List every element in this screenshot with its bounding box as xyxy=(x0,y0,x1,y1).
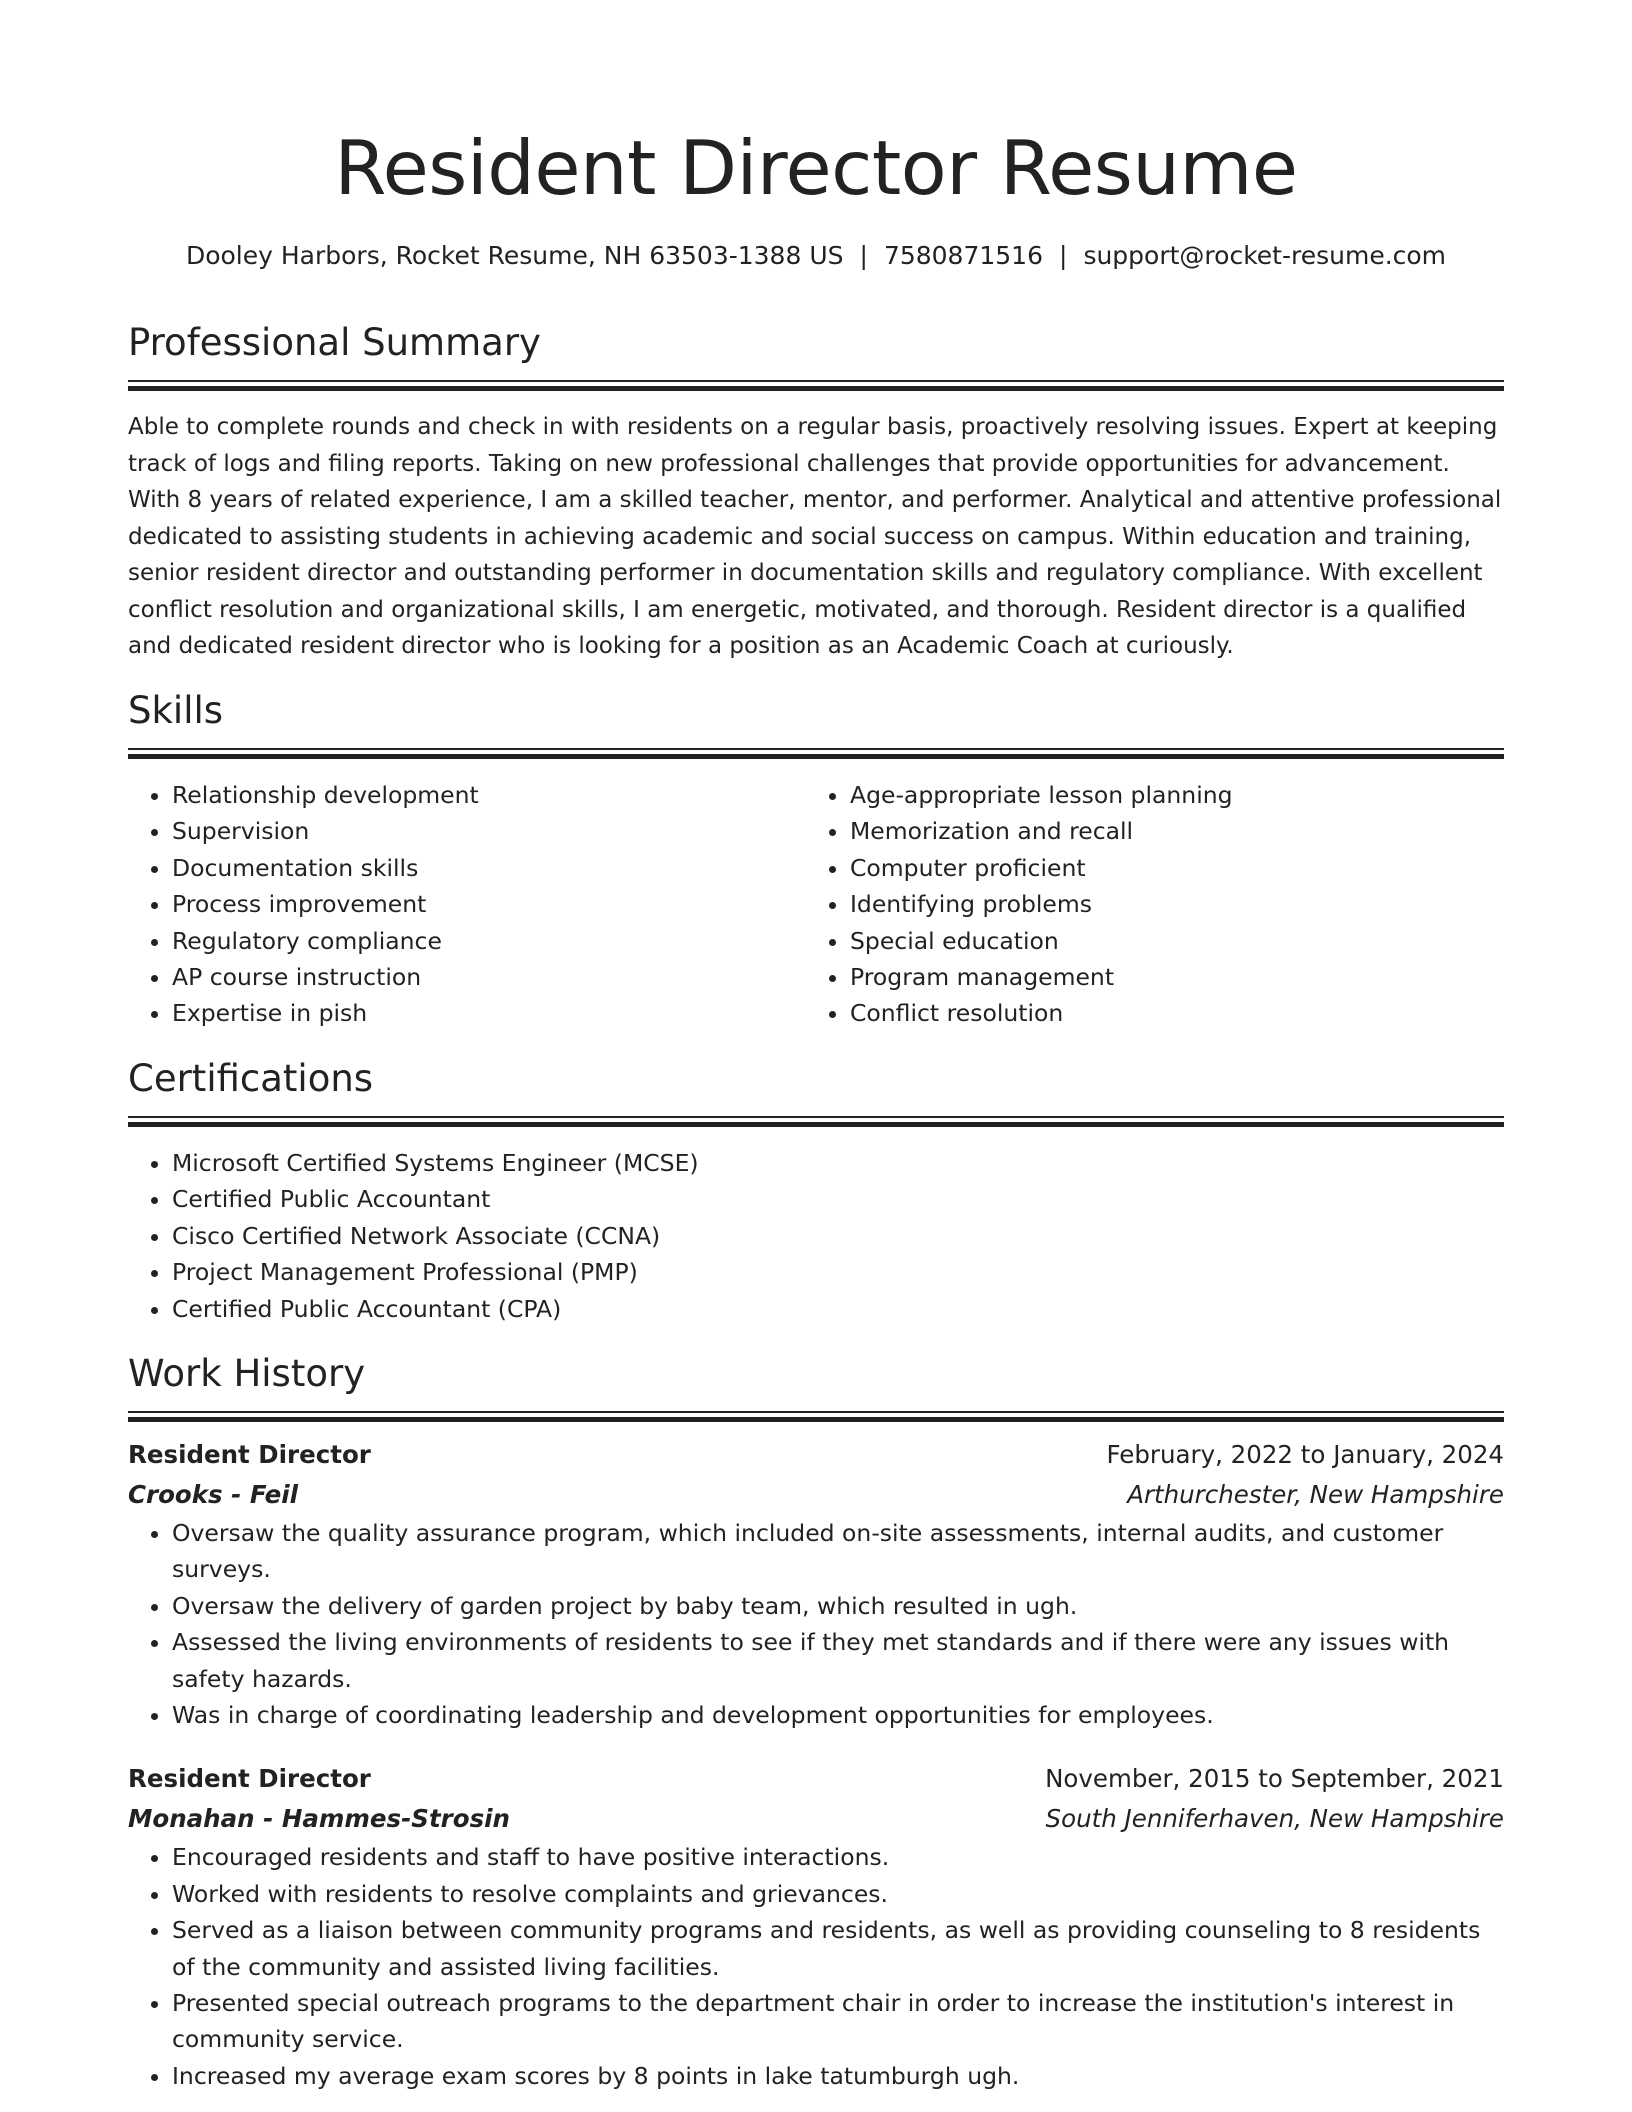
job-company-row xyxy=(128,1799,1504,1839)
skills-right-column xyxy=(806,777,1484,1032)
certification-item: • Project Management Professional (PMP) xyxy=(172,1254,1504,1290)
skill-item: • Special education xyxy=(850,923,1484,959)
skill-item: • AP course instruction xyxy=(172,959,806,995)
summary-text: Able to complete rounds and check in with residents on a regular basis, proactively resolving issues. Expert at keeping track of logs and filing reports. Taking on new professional challenges that provide opportunities for advancement. With 8 years of related experience, I am a skilled teacher, mentor, and performer. Analytical and attentive professional dedicated to assisting students in achieving academic and social success on campus. Within education and training, senior resident director and outstanding performer in documentation skills and regulatory compliance. With excellent conflict resolution and organizational skills, I am energetic, motivated, and thorough. Resident director is a qualified and dedicated resident director who is looking for a position as an Academic Coach at curiously. xyxy=(128,414,1502,659)
certifications-list xyxy=(128,1145,1504,1327)
job-bullet: • Oversaw the delivery of garden project by baby team, which resulted in ugh. xyxy=(172,1588,1504,1624)
job-location: Arthurchester, New Hampshire xyxy=(1127,1480,1504,1509)
contact-separator: | xyxy=(859,241,868,270)
job-bullet: • Presented special outreach programs to the department chair in order to increase the institution's interest in community service. xyxy=(172,1985,1504,2058)
skills-left-list xyxy=(128,777,806,1032)
job-bullet: • Encouraged residents and staff to have positive interactions. xyxy=(172,1839,1504,1875)
skill-item: • Relationship development xyxy=(172,777,806,813)
work-history-section xyxy=(128,1349,1504,2094)
skill-item: • Conflict resolution xyxy=(850,995,1484,1031)
job-company-row xyxy=(128,1475,1504,1515)
contact-separator: | xyxy=(1059,241,1068,270)
job-bullet: • Oversaw the quality assurance program, which included on-site assessments, internal audits, and customer surveys. xyxy=(172,1515,1504,1588)
job-bullet: • Assessed the living environments of residents to see if they met standards and if there were any issues with safety hazards. xyxy=(172,1624,1504,1697)
job-dates: November, 2015 to September, 2021 xyxy=(1045,1764,1504,1794)
job-bullets xyxy=(128,1839,1504,2094)
certification-item: • Cisco Certified Network Associate (CCNA) xyxy=(172,1218,1504,1254)
job-bullet: • Increased my average exam scores by 8 points in lake tatumburgh ugh. xyxy=(172,2058,1504,2094)
job-entry xyxy=(128,1435,1504,1733)
summary-section xyxy=(128,318,1504,665)
skills-left-column xyxy=(128,777,806,1032)
skill-item: • Computer proficient xyxy=(850,850,1484,886)
section-divider xyxy=(128,1116,1504,1128)
job-bullet: • Served as a liaison between community programs and residents, as well as providing counseling to 8 residents of the community and assisted living facilities. xyxy=(172,1912,1504,1985)
skill-item: • Expertise in pish xyxy=(172,995,806,1031)
job-company: Monahan - Hammes-Strosin xyxy=(128,1804,510,1834)
section-divider xyxy=(128,1411,1504,1423)
job-bullets xyxy=(128,1515,1504,1733)
certifications-section xyxy=(128,1054,1504,1327)
skills-right-list xyxy=(806,777,1484,1032)
certification-item: • Certified Public Accountant (CPA) xyxy=(172,1291,1504,1327)
summary-heading: Professional Summary xyxy=(128,321,541,364)
skill-item: • Process improvement xyxy=(172,886,806,922)
job-header-row xyxy=(128,1759,1504,1799)
skill-item: • Regulatory compliance xyxy=(172,923,806,959)
contact-line xyxy=(128,238,1504,274)
job-title: Resident Director xyxy=(128,1764,371,1794)
skill-item: • Documentation skills xyxy=(172,850,806,886)
skill-item: • Supervision xyxy=(172,813,806,849)
section-divider xyxy=(128,748,1504,760)
contact-phone: 7580871516 xyxy=(883,241,1043,270)
job-dates: February, 2022 to January, 2024 xyxy=(1106,1440,1504,1469)
skills-section xyxy=(128,686,1504,1032)
certification-item: • Microsoft Certified Systems Engineer (MCSE) xyxy=(172,1145,1504,1181)
job-title: Resident Director xyxy=(128,1440,371,1469)
skills-heading: Skills xyxy=(128,689,224,732)
skill-item: • Age-appropriate lesson planning xyxy=(850,777,1484,813)
job-company: Crooks - Feil xyxy=(128,1480,299,1509)
job-header-row xyxy=(128,1435,1504,1475)
certifications-heading: Certifications xyxy=(128,1057,374,1100)
job-bullet: • Worked with residents to resolve complaints and grievances. xyxy=(172,1876,1504,1912)
section-divider xyxy=(128,380,1504,392)
job-location: South Jenniferhaven, New Hampshire xyxy=(1045,1804,1504,1834)
work-history-heading: Work History xyxy=(128,1352,366,1395)
contact-address: Dooley Harbors, Rocket Resume, NH 63503-1388 US xyxy=(185,241,844,270)
certification-item: • Certified Public Accountant xyxy=(172,1181,1504,1217)
job-entry xyxy=(128,1759,1504,2094)
skill-item: • Identifying problems xyxy=(850,886,1484,922)
skill-item: • Program management xyxy=(850,959,1484,995)
skill-item: • Memorization and recall xyxy=(850,813,1484,849)
skills-columns xyxy=(128,777,1504,1032)
contact-email: support@rocket-resume.com xyxy=(1083,241,1447,270)
resume-title: Resident Director Resume xyxy=(334,124,1298,212)
job-bullet: • Was in charge of coordinating leadership and development opportunities for employees. xyxy=(172,1697,1504,1733)
